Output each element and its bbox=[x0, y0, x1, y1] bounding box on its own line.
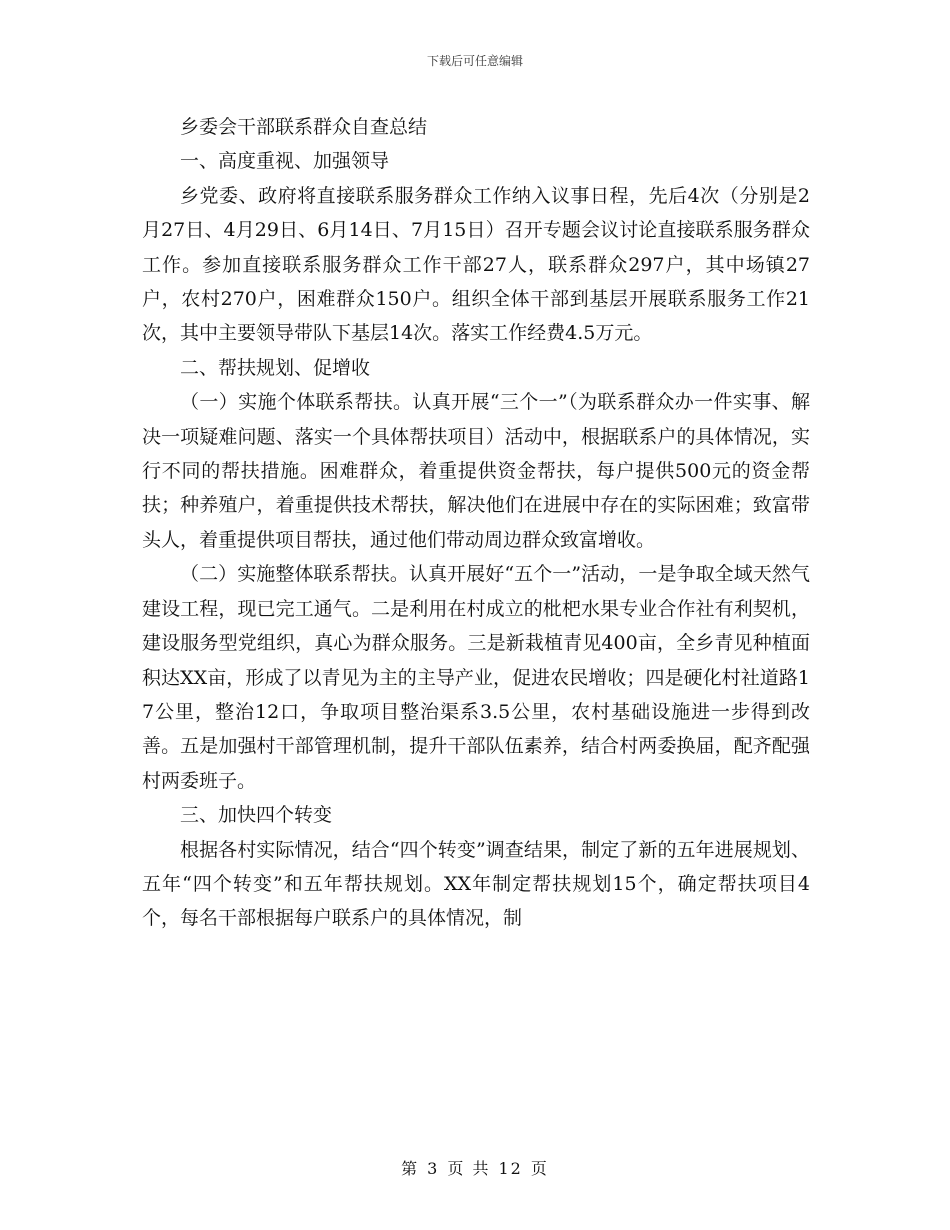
body-paragraph: 乡党委、政府将直接联系服务群众工作纳入议事日程，先后4次（分别是2月27日、4月29日、6月14日、7月15日）召开专题会议讨论直接联系服务群众工作。参加直接联系服务群众工作干部27人，联系群众297户，其中场镇27户，农村270户，困难群众150户。组织全体干部到基层开展联系服务工作21次，其中主要领导带队下基层14次。落实工作经费4.5万元。 bbox=[142, 184, 810, 345]
document-title: 乡委会干部联系群众自查总结 bbox=[180, 116, 428, 138]
total-pages: 12 bbox=[498, 1159, 523, 1178]
document-body bbox=[142, 110, 810, 936]
section-heading-1: 一、高度重视、加强领导 bbox=[180, 150, 390, 173]
page-label-middle: 页 共 bbox=[447, 1159, 491, 1178]
body-paragraph: （二）实施整体联系帮扶。认真开展好“五个一”活动，一是争取全域天然气建设工程，现已完工通气。二是利用在村成立的枇杷水果专业合作社有利契机，建设服务型党组织，真心为群众服务。三是新栽植青见400亩，全乡青见种植面积达XX亩，形成了以青见为主的主导产业，促进农民增收；四是硬化村社道路17公里，整治12口，争取项目整治渠系3.5公里，农村基础设施进一步得到改善。五是加强村干部管理机制，提升干部队伍素养，结合村两委换届，配齐配强村两委班子。 bbox=[142, 563, 810, 792]
page-label-prefix: 第 bbox=[401, 1159, 420, 1178]
body-paragraph: 根据各村实际情况，结合“四个转变”调查结果，制定了新的五年进展规划、五年“四个转变”和五年帮扶规划。XX年制定帮扶规划15个，确定帮扶项目4个，每名干部根据每户联系户的具体情况，制 bbox=[142, 838, 810, 930]
page-number bbox=[0, 1156, 950, 1179]
body-paragraph: （一）实施个体联系帮扶。认真开展“三个一”（为联系群众办一件实事、解决一项疑难问题、落实一个具体帮扶项目）活动中，根据联系户的具体情况，实行不同的帮扶措施。困难群众，着重提供资金帮扶，每户提供500元的资金帮扶；种养殖户，着重提供技术帮扶，解决他们在进展中存在的实际困难；致富带头人，着重提供项目帮扶，通过他们带动周边群众致富增收。 bbox=[142, 391, 810, 551]
current-page: 3 bbox=[427, 1159, 440, 1178]
section-heading-3: 三、加快四个转变 bbox=[180, 804, 333, 827]
section-heading-2: 二、帮扶规划、促增收 bbox=[180, 356, 371, 379]
page-label-suffix: 页 bbox=[530, 1159, 549, 1178]
page-header-note: 下载后可任意编辑 bbox=[426, 54, 523, 68]
